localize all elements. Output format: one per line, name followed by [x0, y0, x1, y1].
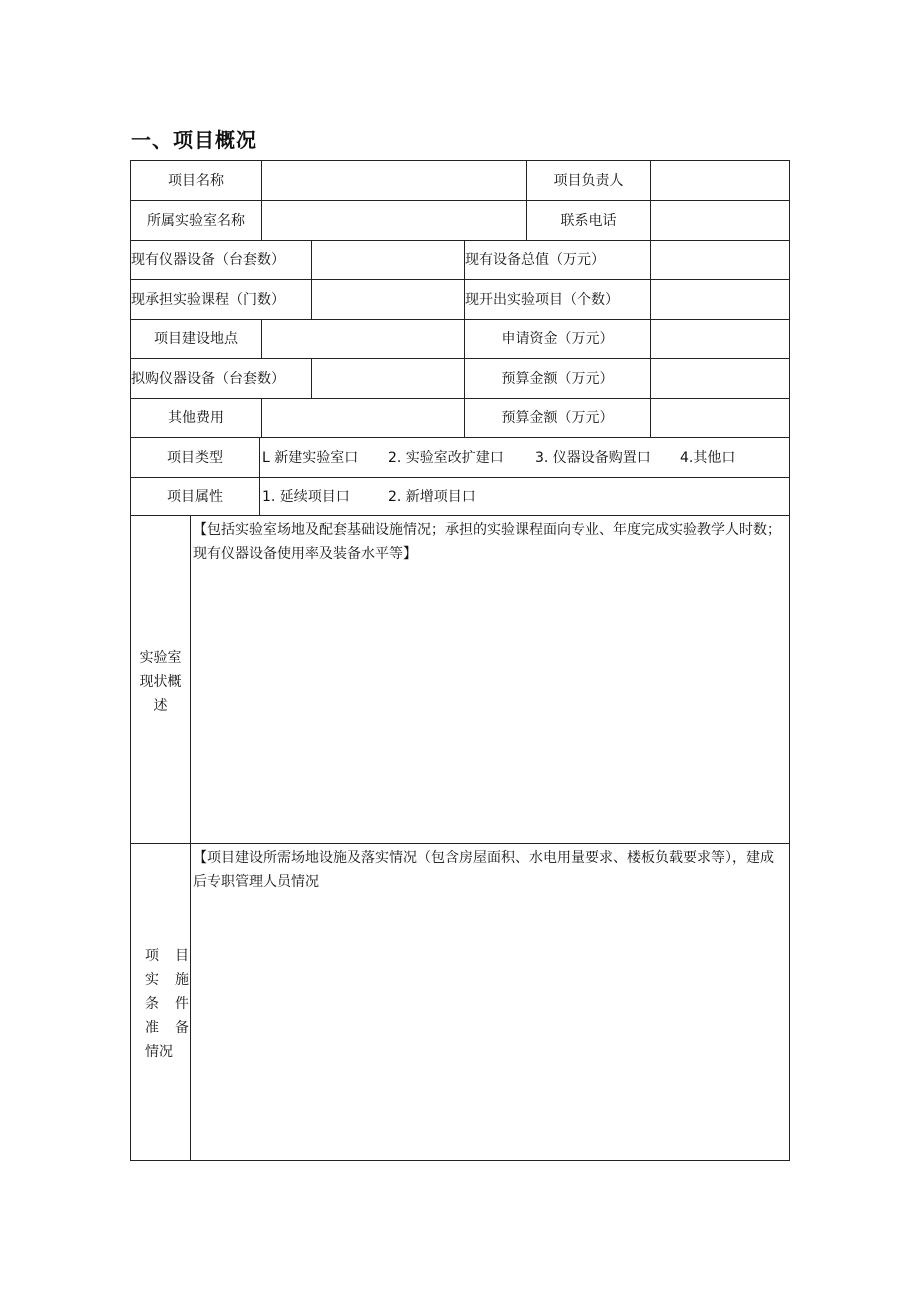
lab-status-label-line-3: 述 — [153, 698, 168, 714]
phone-field[interactable] — [651, 201, 789, 240]
budget-label-1: 预算金额（万元） — [501, 370, 614, 387]
attribute-options — [262, 478, 789, 515]
lab-name-field[interactable] — [262, 201, 526, 240]
section-title: 一、项目概况 — [131, 128, 257, 152]
project-overview-table — [130, 160, 790, 1161]
experiments-label: 现开出实验项目（个数） — [465, 291, 619, 308]
courses-field[interactable] — [312, 280, 464, 319]
type-options — [262, 438, 789, 477]
phone-label: 联系电话 — [560, 212, 617, 229]
project-leader-field[interactable] — [651, 161, 789, 200]
type-option-new-lab[interactable]: L 新建实验室口 — [262, 449, 359, 466]
conditions-label — [145, 944, 189, 1064]
budget-field-2[interactable] — [651, 399, 789, 437]
funds-label: 申请资金（万元） — [501, 331, 614, 347]
conditions-label-line-4: 准 备 — [145, 1020, 189, 1036]
planned-instruments-field[interactable] — [312, 359, 464, 398]
instruments-field[interactable] — [312, 241, 464, 279]
courses-label: 现承担实验课程（门数） — [131, 291, 285, 308]
conditions-label-line-5: 情况 — [145, 1044, 173, 1060]
attribute-label: 项目属性 — [167, 488, 223, 505]
conditions-label-line-1: 项 目 — [145, 948, 189, 964]
funds-field[interactable] — [651, 320, 789, 358]
lab-status-label — [131, 646, 190, 718]
budget-field-1[interactable] — [651, 359, 789, 398]
budget-label-2: 预算金额（万元） — [501, 410, 614, 426]
type-option-other[interactable]: 4.其他口 — [680, 449, 736, 466]
type-label: 项目类型 — [167, 449, 223, 466]
other-costs-label: 其他费用 — [168, 410, 224, 426]
lab-name-label: 所属实验室名称 — [147, 212, 245, 229]
lab-status-label-line-1: 实验室 — [139, 650, 182, 666]
experiments-field[interactable] — [651, 280, 789, 319]
conditions-label-line-2: 实 施 — [145, 972, 189, 988]
lab-status-label-line-2: 现状概 — [139, 674, 182, 690]
type-option-lab-expansion[interactable]: 2. 实验室改扩建口 — [388, 449, 504, 466]
project-name-field[interactable] — [262, 161, 526, 200]
project-leader-label: 项目负责人 — [553, 172, 624, 189]
project-name-label: 项目名称 — [168, 172, 224, 189]
other-costs-field[interactable] — [262, 399, 464, 437]
lab-status-note[interactable]: 【包括实验室场地及配套基础设施情况；承担的实验课程面向专业、年度完成实验教学人时数；现有仪器设备使用率及装备水平等】 — [193, 522, 781, 562]
attribute-option-continuing[interactable]: 1. 延续项目口 — [262, 488, 350, 505]
equipment-value-label: 现有设备总值（万元） — [465, 252, 605, 268]
planned-instruments-label: 拟购仪器设备（台套数） — [131, 370, 285, 387]
attribute-option-new[interactable]: 2. 新增项目口 — [388, 488, 476, 505]
conditions-note[interactable]: 【项目建设所需场地设施及落实情况（包含房屋面积、水电用量要求、楼板负载要求等），建成后专职管理人员情况 — [193, 850, 774, 890]
type-option-equipment-purchase[interactable]: 3. 仪器设备购置口 — [535, 449, 651, 466]
conditions-label-line-3: 条 件 — [145, 996, 189, 1012]
site-field[interactable] — [262, 320, 464, 358]
site-label: 项目建设地点 — [154, 331, 238, 347]
instruments-label: 现有仪器设备（台套数） — [131, 252, 285, 268]
equipment-value-field[interactable] — [651, 241, 789, 279]
